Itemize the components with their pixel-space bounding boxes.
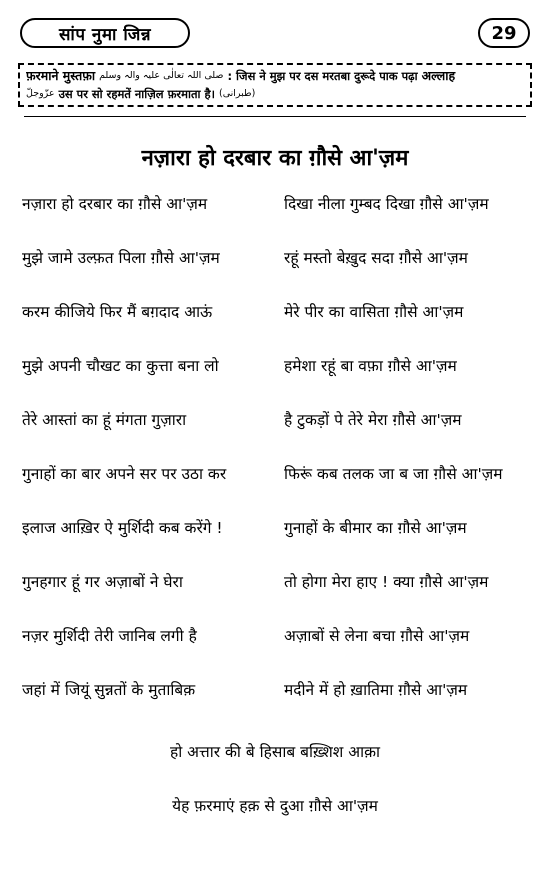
allah-word: अल्लाह: [421, 68, 456, 83]
verse-right: तो होगा मेरा हाए ! क्या ग़ौसे आ'ज़म: [284, 573, 489, 591]
verse-row: [0, 246, 550, 276]
verse-row: [0, 408, 550, 438]
verse-row: [0, 624, 550, 654]
book-title: सांप नुमा जिन्न: [20, 18, 190, 48]
verse-right: अज़ाबों से लेना बचा ग़ौसे आ'ज़म: [284, 627, 470, 645]
header-divider: [24, 116, 526, 117]
farman-line-1: [26, 67, 524, 85]
verse-right: दिखा नीला गुम्बद दिखा ग़ौसे आ'ज़म: [284, 195, 489, 213]
poem-title: नज़ारा हो दरबार का ग़ौसे आ'ज़म: [141, 146, 409, 171]
verse-right: गुनाहों के बीमार का ग़ौसे आ'ज़म: [284, 519, 467, 537]
verse-right: मेरे पीर का वासिता ग़ौसे आ'ज़म: [284, 303, 464, 321]
verse-row: [0, 462, 550, 492]
closing-line: येह फ़रमाएं हक़ से दुआ ग़ौसे आ'ज़म: [172, 797, 378, 815]
page-number: 29: [478, 18, 530, 48]
farman-text-1: : जिस ने मुझ पर दस मरतबा दुरूदे पाक पढ़ा: [227, 69, 418, 83]
verse-row: [0, 516, 550, 546]
farman-source: (طبرانی): [219, 88, 256, 99]
farman-label: फ़रमाने मुस्तफ़ा: [26, 68, 96, 83]
verse-left: नज़ारा हो दरबार का ग़ौसे आ'ज़म: [22, 195, 208, 213]
verse-left: करम कीजिये फिर मैं बग़दाद आऊं: [22, 303, 213, 321]
azza-arabic: عزّوجلّ: [26, 88, 55, 99]
verse-left: गुनहगार हूं गर अज़ाबों ने घेरा: [22, 573, 183, 591]
verse-left: तेरे आस्तां का हूं मंगता गुज़ारा: [22, 411, 187, 429]
verse-row: [0, 678, 550, 708]
verse-right: फिरूं कब तलक जा ब जा ग़ौसे आ'ज़म: [284, 465, 503, 483]
verse-left: मुझे जामे उल्फ़त पिला ग़ौसे आ'ज़म: [22, 249, 220, 267]
farman-text-2: उस पर सो रहमतें नाज़िल फ़रमाता है।: [58, 87, 215, 101]
farman-line-2: [26, 85, 524, 103]
verse-left: जहां में जियूं सुन्नतों के मुताबिक़: [22, 681, 196, 699]
verse-row: [0, 354, 550, 384]
verse-left: मुझे अपनी चौखट का कुत्ता बना लो: [22, 357, 219, 375]
closing-line: हो अत्तार की बे हिसाब बख़्शिश आक़ा: [169, 743, 381, 761]
farman-box: [18, 63, 532, 107]
verse-row: [0, 300, 550, 330]
verse-right: हमेशा रहूं बा वफ़ा ग़ौसे आ'ज़म: [284, 357, 457, 375]
verse-left: इलाज आख़िर ऐ मुर्शिदी कब करेंगे !: [22, 519, 223, 537]
verse-right: मदीने में हो ख़ातिमा ग़ौसे आ'ज़म: [284, 681, 468, 699]
verse-right: रहूं मस्तो बेख़ुद सदा ग़ौसे आ'ज़म: [284, 249, 468, 267]
salutation-arabic: صلی اللہ تعالٰی علیہ والہ وسلم: [99, 70, 224, 81]
verse-left: गुनाहों का बार अपने सर पर उठा कर: [22, 465, 227, 483]
page-header: [12, 16, 538, 52]
verse-row: [0, 192, 550, 222]
verse-row: [0, 570, 550, 600]
verse-right: है टुकड़ों पे तेरे मेरा ग़ौसे आ'ज़म: [284, 411, 462, 429]
verse-left: नज़र मुर्शिदी तेरी जानिब लगी है: [22, 627, 197, 645]
